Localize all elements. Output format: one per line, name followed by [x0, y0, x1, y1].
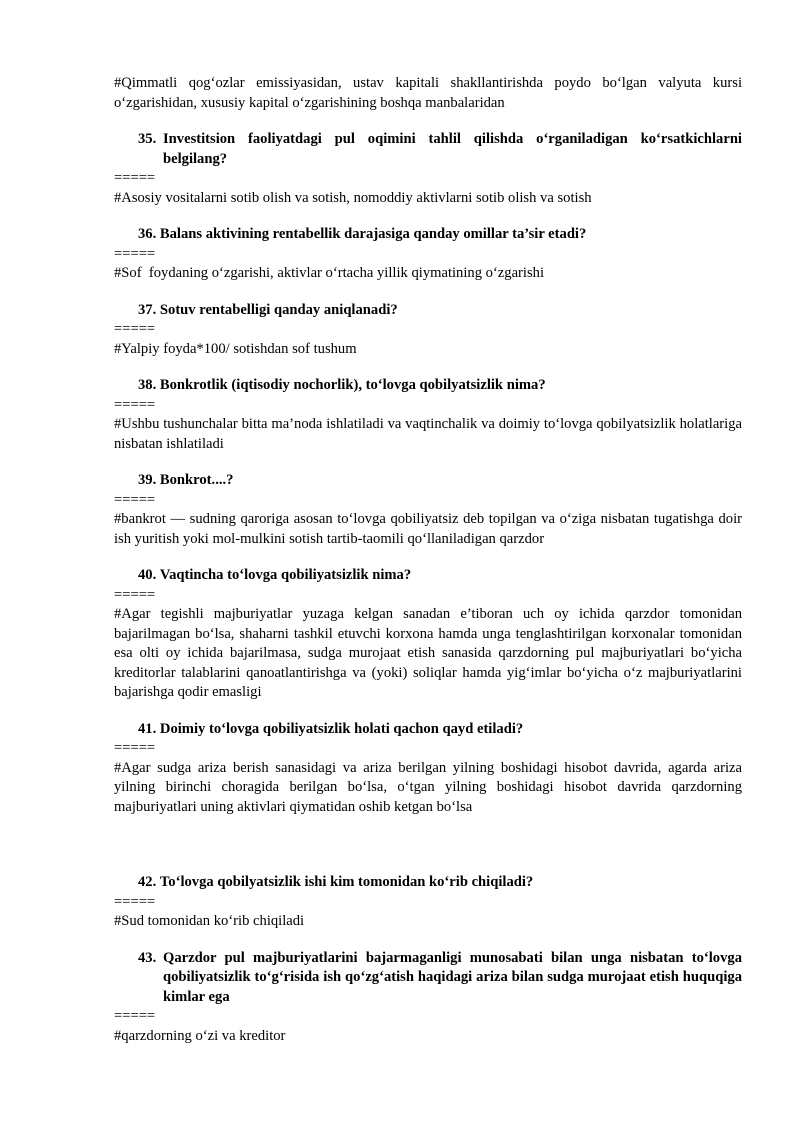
- question-number: 36.: [138, 226, 157, 242]
- question-39: [138, 471, 742, 491]
- intro-answer: #Qimmatli qog‘ozlar emissiyasidan, ustav kapitali shakllantirishda poydo bo‘lgan valyuta kursi o‘zgarishidan, xususiy kapital o‘zgarishining boshqa manbalaridan: [114, 75, 742, 111]
- question-40: [138, 566, 742, 586]
- separator: =====: [114, 321, 156, 337]
- separator: =====: [114, 491, 156, 508]
- question-43: [138, 949, 742, 1008]
- question-text: Doimiy to‘lovga qobiliyatsizlik holati qachon qayd etiladi?: [159, 720, 524, 737]
- question-number: 42.: [138, 874, 157, 890]
- question-text: Sotuv rentabelligi qanday aniqlanadi?: [159, 301, 398, 318]
- answer-41: #Agar sudga ariza berish sanasidagi va ariza berilgan yilning boshidagi hisobot davrida, agarda ariza yilning birinchi choragida berilgan bo‘lsa, o‘tgan yilning boshidagi hisobot davrida qarzdorning majburiyatlari uning aktivlari qiymatidan oshib ketgan bo‘lsa: [114, 759, 742, 815]
- question-41: [138, 720, 742, 740]
- document-page: [114, 74, 742, 1046]
- question-number: 41.: [138, 720, 157, 737]
- question-text: Vaqtincha to‘lovga qobiliyatsizlik nima?: [159, 567, 412, 583]
- question-number: 35.: [138, 131, 157, 147]
- answer-40: #Agar tegishli majburiyatlar yuzaga kelgan sanadan e’tiboran uch oy ichida qarzdor tomonidan bajarilmagan bo‘lsa, shaharni tashkil etuvchi korxona hamda unga tenglashtirilgan korxonalar tomonidan esa olti oy ichida bajarilmasa, sudga murojaat etish sanasida qarzdorning pul majburiyatlari bo‘yicha kreditorlar talablarini qanoatlantirishga va (yoki) soliqlar hamda yig‘imlar bo‘yicha o‘z majburiyatlarini bajarishga qodir emasligi: [114, 606, 742, 700]
- question-text: Bonkrot....?: [159, 472, 234, 488]
- question-text: Bonkrotlik (iqtisodiy nochorlik), to‘lovga qobilyatsizlik nima?: [159, 377, 546, 393]
- answer-42: #Sud tomonidan ko‘rib chiqiladi: [114, 913, 305, 929]
- question-number: 43.: [138, 949, 157, 966]
- answer-37: #Yalpiy foyda*100/ sotishdan sof tushum: [114, 340, 357, 357]
- separator: =====: [114, 1008, 156, 1024]
- question-36: [138, 225, 742, 245]
- separator: =====: [114, 586, 156, 603]
- question-number: 38.: [138, 377, 157, 393]
- question-38: [138, 376, 742, 396]
- question-text: Qarzdor pul majburiyatlarini bajarmaganligi munosabati bilan unga nisbatan to‘lovga qobiliyatsizlik to‘g‘risida ish qo‘zg‘atish haqidagi ariza bilan sudga murojaat etish huquqiga kimlar ega: [163, 949, 742, 1005]
- question-42: [138, 873, 742, 893]
- question-text: Balans aktivining rentabellik darajasiga qanday omillar ta’sir etadi?: [159, 226, 587, 242]
- answer-36: #Sof foydaning o‘zgarishi, aktivlar o‘rtacha yillik qiymatining o‘zgarishi: [114, 265, 545, 281]
- separator: =====: [114, 740, 156, 756]
- question-35: [138, 130, 742, 169]
- question-number: 40.: [138, 567, 157, 583]
- separator: =====: [114, 170, 156, 186]
- separator: =====: [114, 893, 156, 910]
- answer-38: #Ushbu tushunchalar bitta ma’noda ishlatiladi va vaqtinchalik va doimiy to‘lovga qobilyatsizlik holatlariga nisbatan ishlatiladi: [114, 416, 742, 452]
- separator: =====: [114, 396, 156, 413]
- question-number: 37.: [138, 301, 157, 318]
- answer-43: #qarzdorning o‘zi va kreditor: [114, 1027, 286, 1044]
- answer-39: #bankrot — sudning qaroriga asosan to‘lovga qobiliyatsiz deb topilgan va o‘ziga nisbatan tugatishga doir ish yuritish yoki mol-mulkini sotish tartib-taomili qo‘llaniladigan qarzdor: [114, 511, 742, 547]
- question-text: Investitsion faoliyatdagi pul oqimini tahlil qilishda o‘rganiladigan ko‘rsatkichlarni belgilang?: [163, 131, 742, 167]
- question-text: To‘lovga qobilyatsizlik ishi kim tomonidan ko‘rib chiqiladi?: [159, 874, 534, 890]
- separator: =====: [114, 245, 156, 262]
- question-number: 39.: [138, 472, 157, 488]
- answer-35: #Asosiy vositalarni sotib olish va sotish, nomoddiy aktivlarni sotib olish va sotish: [114, 189, 592, 206]
- question-37: [138, 301, 742, 321]
